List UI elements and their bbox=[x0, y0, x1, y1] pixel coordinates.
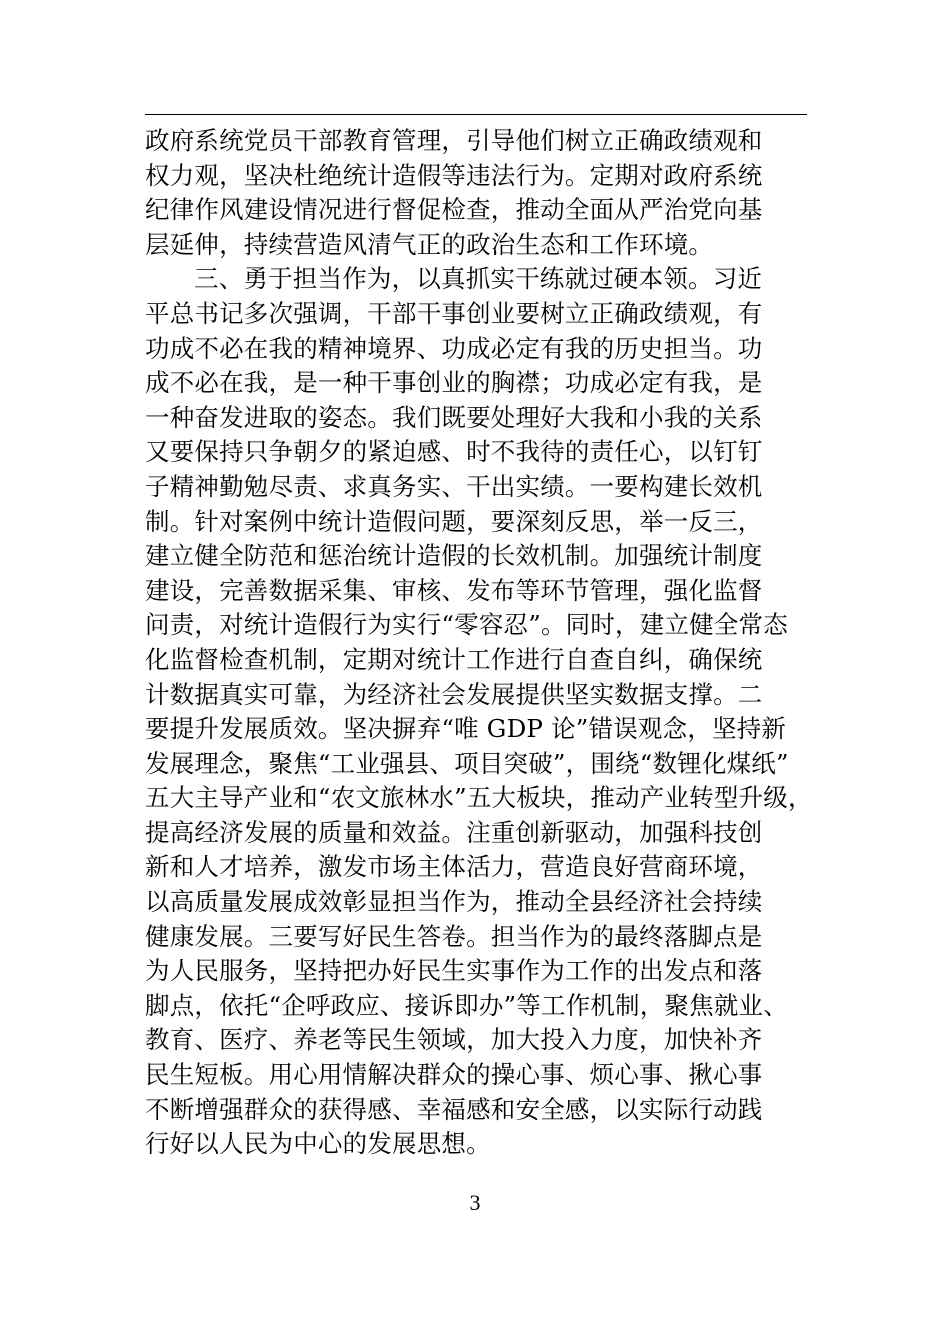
text-line: 要提升发展质效。坚决摒弃“唯 GDP 论”错误观念，坚持新 bbox=[145, 714, 787, 744]
page-number: 3 bbox=[469, 1190, 481, 1215]
text-line: 问责，对统计造假行为实行“零容忍”。同时，建立健全常态 bbox=[145, 610, 788, 640]
text-line: 平总书记多次强调，干部干事创业要树立正确政绩观，有 bbox=[145, 298, 763, 328]
text-line: 功成不必在我的精神境界、功成必定有我的历史担当。功 bbox=[145, 333, 763, 363]
text-line: 新和人才培养，激发市场主体活力，营造良好营商环境， bbox=[145, 852, 763, 882]
text-line: 权力观，坚决杜绝统计造假等违法行为。定期对政府系统 bbox=[145, 160, 763, 190]
body-text bbox=[145, 124, 813, 1162]
text-line: 制。针对案例中统计造假问题，要深刻反思，举一反三， bbox=[145, 506, 763, 536]
text-line: 不断增强群众的获得感、幸福感和安全感，以实际行动践 bbox=[145, 1094, 763, 1124]
text-line: 建设，完善数据采集、审核、发布等环节管理，强化监督 bbox=[145, 575, 763, 605]
header-rule bbox=[145, 114, 807, 115]
text-line: 为人民服务，坚持把办好民生实事作为工作的出发点和落 bbox=[145, 956, 763, 986]
text-line: 一种奋发进取的姿态。我们既要处理好大我和小我的关系 bbox=[145, 402, 763, 432]
section-heading-line: 三、勇于担当作为，以真抓实干练就过硬本领。习近 bbox=[194, 264, 763, 294]
text-line: 行好以人民为中心的发展思想。 bbox=[145, 1129, 491, 1159]
text-line: 政府系统党员干部教育管理，引导他们树立正确政绩观和 bbox=[145, 126, 763, 155]
text-line: 健康发展。三要写好民生答卷。担当作为的最终落脚点是 bbox=[145, 921, 763, 951]
text-line: 建立健全防范和惩治统计造假的长效机制。加强统计制度 bbox=[145, 541, 763, 571]
text-line: 脚点，依托“企呼政应、接诉即办”等工作机制，聚焦就业、 bbox=[145, 990, 788, 1020]
text-line: 提高经济发展的质量和效益。注重创新驱动，加强科技创 bbox=[145, 817, 763, 847]
text-line: 层延伸，持续营造风清气正的政治生态和工作环境。 bbox=[145, 229, 714, 259]
text-line: 化监督检查机制，定期对统计工作进行自查自纠，确保统 bbox=[145, 644, 763, 674]
text-line: 民生短板。用心用情解决群众的操心事、烦心事、揪心事 bbox=[145, 1060, 763, 1090]
text-line: 又要保持只争朝夕的紧迫感、时不我待的责任心，以钉钉 bbox=[145, 437, 763, 467]
text-line: 纪律作风建设情况进行督促检查，推动全面从严治党向基 bbox=[145, 195, 763, 225]
text-line: 子精神勤勉尽责、求真务实、干出实绩。一要构建长效机 bbox=[145, 471, 763, 501]
text-line: 五大主导产业和“农文旅林水”五大板块，推动产业转型升级， bbox=[145, 783, 813, 813]
text-line: 计数据真实可靠，为经济社会发展提供坚实数据支撑。二 bbox=[145, 679, 763, 709]
text-line: 发展理念，聚焦“工业强县、项目突破”，围绕“数锂化煤纸” bbox=[145, 748, 789, 778]
text-line: 成不必在我，是一种干事创业的胸襟；功成必定有我，是 bbox=[145, 368, 763, 398]
text-line: 教育、医疗、养老等民生领域，加大投入力度，加快补齐 bbox=[145, 1025, 763, 1055]
text-line: 以高质量发展成效彰显担当作为，推动全县经济社会持续 bbox=[145, 887, 763, 917]
